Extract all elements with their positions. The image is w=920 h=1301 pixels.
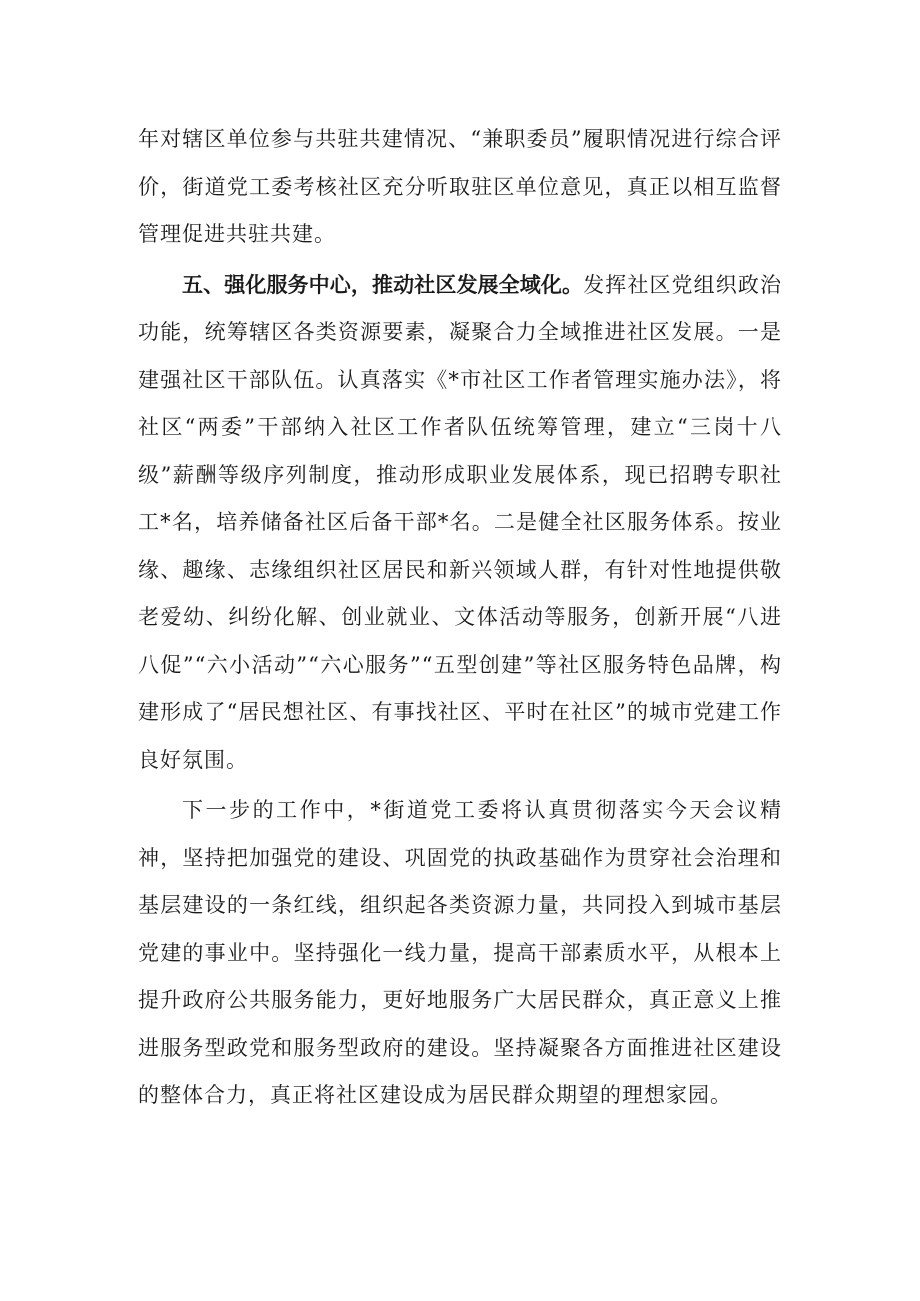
document-body: [138, 116, 782, 1120]
paragraph-2: [138, 262, 782, 785]
paragraph-2-heading: 五、强化服务中心，推动社区发展全域化。: [182, 272, 584, 297]
paragraph-3-text: 下一步的工作中，*街道党工委将认真贯彻落实今天会议精神，坚持把加强党的建设、巩固党的执政基础作为贯穿社会治理和基层建设的一条红线，组织起各类资源力量，共同投入到城市基层党建的事业中。坚持强化一线力量，提高干部素质水平，从根本上提升政府公共服务能力，更好地服务广大居民群众，真正意义上推进服务型政党和服务型政府的建设。坚持凝聚各方面推进社区建设的整体合力，真正将社区建设成为居民群众期望的理想家园。: [138, 798, 782, 1107]
paragraph-3: [138, 787, 782, 1120]
paragraph-1-text: 年对辖区单位参与共驻共建情况、“兼职委员”履职情况进行综合评价，街道党工委考核社区充分听取驻区单位意见，真正以相互监督管理促进共驻共建。: [138, 127, 782, 246]
paragraph-1: [138, 116, 782, 259]
paragraph-2-text: 发挥社区党组织政治功能，统筹辖区各类资源要素，凝聚合力全域推进社区发展。一是建强社区干部队伍。认真落实《*市社区工作者管理实施办法》，将社区“两委”干部纳入社区工作者队伍统筹管理，建立“三岗十八级”薪酬等级序列制度，推动形成职业发展体系，现已招聘专职社工*名，培养储备社区后备干部*名。二是健全社区服务体系。按业缘、趣缘、志缘组织社区居民和新兴领域人群，有针对性地提供敬老爱幼、纠纷化解、创业就业、文体活动等服务，创新开展“八进八促”“六小活动”“六心服务”“五型创建”等社区服务特色品牌，构建形成了“居民想社区、有事找社区、平时在社区”的城市党建工作良好氛围。: [138, 272, 782, 772]
